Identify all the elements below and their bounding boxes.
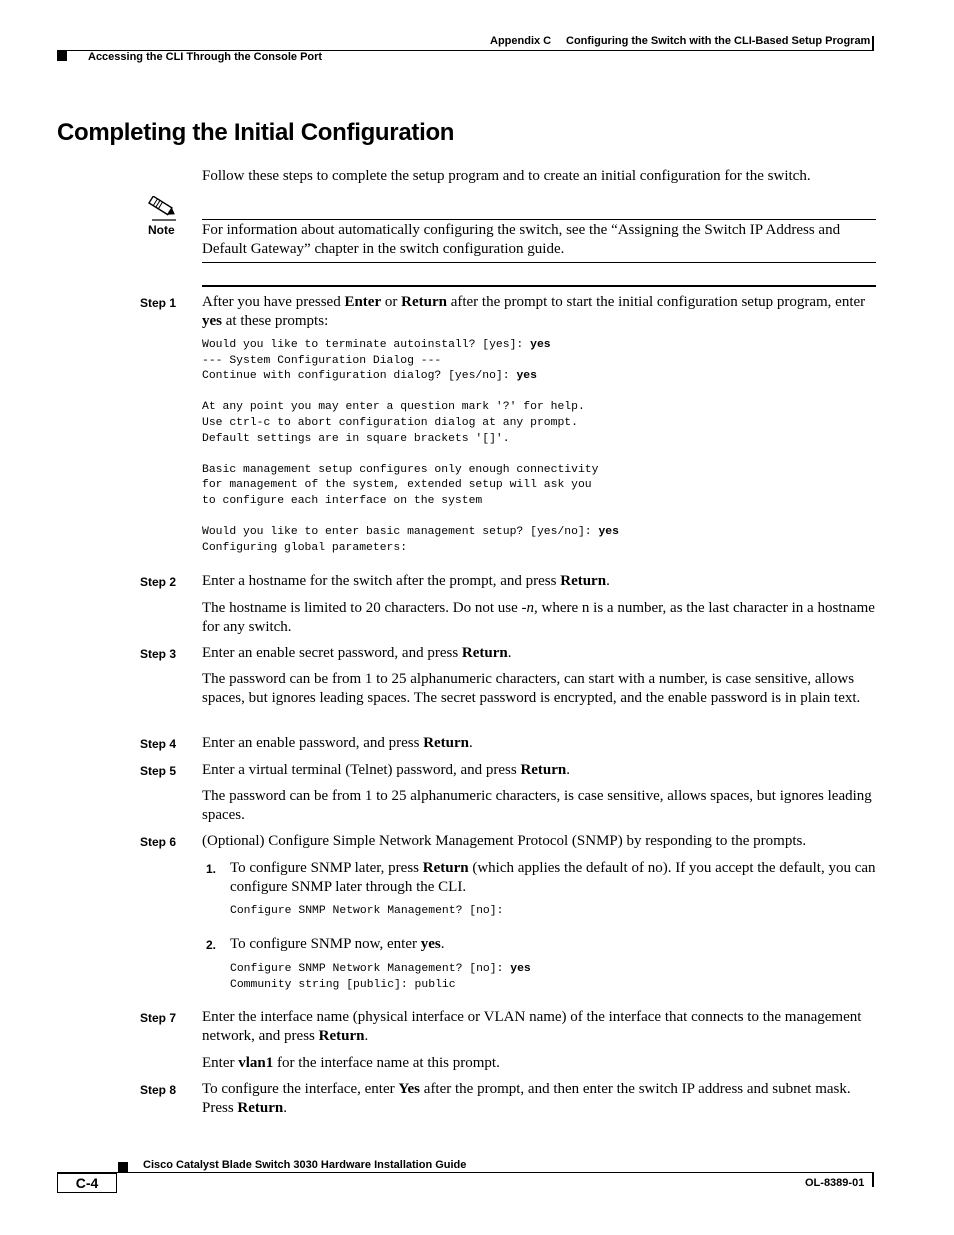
step-2-text: Enter a hostname for the switch after the prompt, and press Return. <box>202 573 610 589</box>
step-3-detail: The password can be from 1 to 25 alphanumeric characters, can start with a number, is case sensitive, allows spaces, but ignores leading spaces. The secret password is encrypted, and the enable password is in plain text. <box>202 671 861 706</box>
footer-doc-number: OL-8389-01 <box>805 1177 865 1189</box>
footer-guide-title: Cisco Catalyst Blade Switch 3030 Hardware Installation Guide <box>143 1159 467 1171</box>
header-right-tick <box>872 36 874 50</box>
note-text: For information about automatically configuring the switch, see the “Assigning the Switch IP Address and Default Gateway” chapter in the switch configuration guide. <box>202 222 841 257</box>
footer-block <box>118 1162 128 1172</box>
step-6-sub-1-number: 1. <box>206 862 217 876</box>
step-5-detail: The password can be from 1 to 25 alphanumeric characters, is case sensitive, allows spaces, but ignores leading spaces. <box>202 788 872 823</box>
step-8-label: Step 8 <box>140 1083 177 1097</box>
step-7-detail: Enter vlan1 for the interface name at this prompt. <box>202 1055 500 1071</box>
header-appendix: Appendix C <box>490 35 552 47</box>
footer-rule <box>57 1172 874 1173</box>
step-6-sub-2-code: Configure SNMP Network Management? [no]: yes Community string [public]: public <box>230 963 531 991</box>
step-6-sub-1-text: To configure SNMP later, press Return (which applies the default of no). If you accept the default, you can configure SNMP later through the CLI. <box>230 860 876 895</box>
step-3-text: Enter an enable secret password, and press Return. <box>202 645 512 661</box>
footer-right-tick <box>872 1173 874 1187</box>
step-7-text: Enter the interface name (physical interface or VLAN name) of the interface that connects to the management network, and press Return. <box>202 1009 862 1044</box>
step-1-text: After you have pressed Enter or Return after the prompt to start the initial configuration setup program, enter yes at these prompts: <box>202 294 866 329</box>
step-6-text: (Optional) Configure Simple Network Management Protocol (SNMP) by responding to the prompts. <box>202 833 807 849</box>
intro-paragraph: Follow these steps to complete the setup program and to create an initial configuration for the switch. <box>202 168 811 184</box>
step-4-text: Enter an enable password, and press Return. <box>202 735 473 751</box>
step-6-sub-1-code: Configure SNMP Network Management? [no]: <box>230 905 504 917</box>
header-block <box>57 51 67 61</box>
note-bottom-rule <box>202 262 876 263</box>
step-2-label: Step 2 <box>140 575 177 589</box>
step-8-text: To configure the interface, enter Yes after the prompt, and then enter the switch IP address and subnet mask. Press Return. <box>202 1081 851 1116</box>
step-6-label: Step 6 <box>140 835 177 849</box>
page-title: Completing the Initial Configuration <box>57 119 455 146</box>
note-pencil-icon <box>146 196 180 222</box>
step-5-text: Enter a virtual terminal (Telnet) password, and press Return. <box>202 762 571 778</box>
note-label: Note <box>148 223 175 237</box>
footer-page-number: C-4 <box>75 1175 99 1191</box>
step-4-label: Step 4 <box>140 737 177 751</box>
step-2-detail: The hostname is limited to 20 characters. Do not use -n, where n is a number, as the last character in a hostname for any switch. <box>202 600 875 635</box>
step-6-sub-2-text: To configure SNMP now, enter yes. <box>230 936 445 952</box>
note-top-rule <box>202 219 876 220</box>
step-7-label: Step 7 <box>140 1011 177 1025</box>
steps-top-rule <box>202 285 876 287</box>
step-1-label: Step 1 <box>140 296 177 310</box>
step-3-label: Step 3 <box>140 647 177 661</box>
header-chapter: Configuring the Switch with the CLI-Based Setup Program <box>566 35 871 47</box>
step-1-code-block: Would you like to terminate autoinstall? [yes]: yes --- System Configuration Dialog --- Continue with configuration dialog? [yes/no]: yes At any point you may enter a question mark '?' for help. Use ctrl-c to abort configuration dialog at any prompt. Default settings are in square brackets '[]'. Basic management setup configures only enough connectivity for management of the system, extended setup will ask you to configure each interface on the system Would you like to enter basic management setup? [yes/no]: yes Configuring global parameters: <box>202 339 619 554</box>
step-6-sub-2-number: 2. <box>206 938 217 952</box>
header-section: Accessing the CLI Through the Console Port <box>88 51 323 63</box>
step-5-label: Step 5 <box>140 764 177 778</box>
